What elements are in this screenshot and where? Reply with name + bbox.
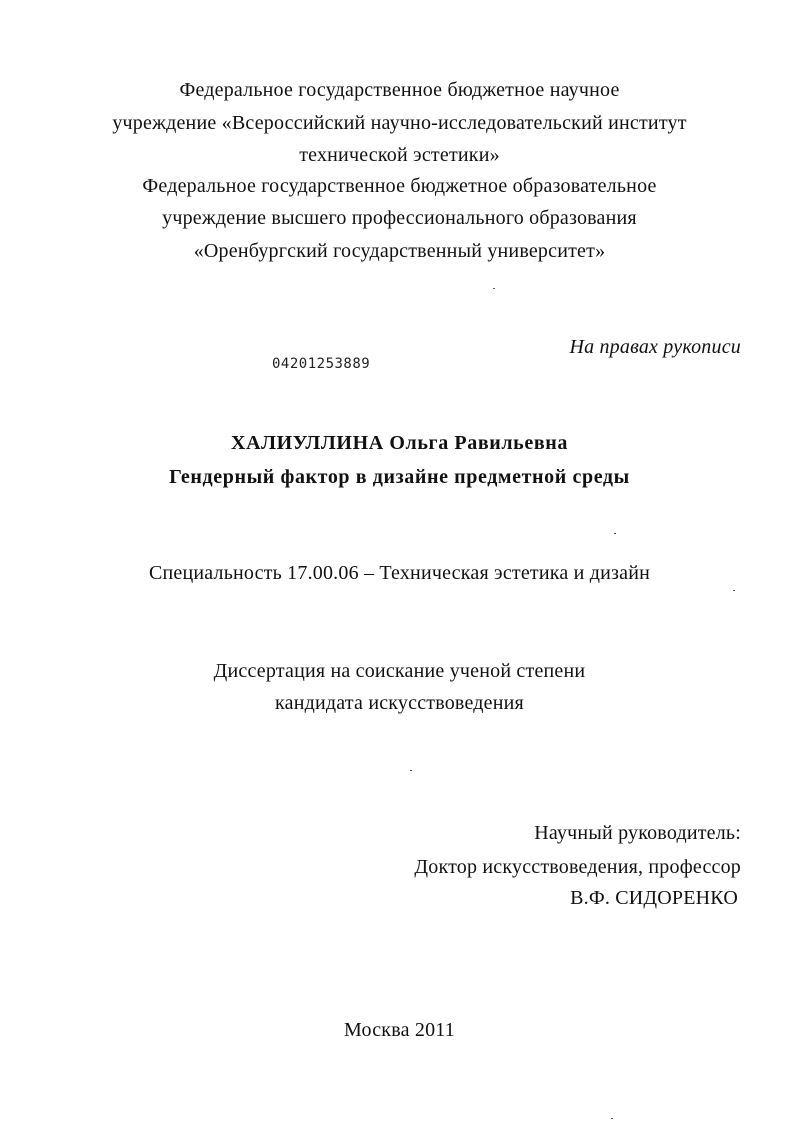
institution-line-5: учреждение высшего профессионального образования (162, 207, 637, 229)
degree-line-2: кандидата искусствоведения (275, 692, 524, 714)
supervisor-name: В.Ф. СИДОРЕНКО (570, 887, 738, 909)
degree-line-1: Диссертация на соискание ученой степени (213, 660, 586, 682)
institution-line-2: учреждение «Всероссийский научно-исследовательский институт (112, 112, 687, 134)
institution-line-4: Федеральное государственное бюджетное образовательное (142, 175, 657, 197)
archive-number: 04201253889 (272, 356, 371, 372)
institution-line-3: технической эстетики» (299, 144, 500, 166)
scan-speck (410, 770, 412, 771)
scan-speck (733, 590, 735, 591)
institution-line-6: «Оренбургский государственный университет» (193, 240, 606, 262)
author-name: ХАЛИУЛЛИНА Ольга Равильевна (231, 432, 568, 454)
scan-speck (614, 533, 616, 534)
specialty: Специальность 17.00.06 – Техническая эстетика и дизайн (148, 562, 651, 584)
dissertation-title: Гендерный фактор в дизайне предметной среды (169, 466, 630, 488)
institution-line-1: Федеральное государственное бюджетное научное (179, 79, 620, 101)
manuscript-note: На правах рукописи (569, 336, 741, 358)
scan-speck (611, 1118, 613, 1119)
city-year: Москва 2011 (344, 1019, 455, 1041)
scan-speck (493, 288, 495, 289)
supervisor-position: Доктор искусствоведения, профессор (414, 856, 741, 878)
supervisor-label: Научный руководитель: (534, 822, 741, 844)
